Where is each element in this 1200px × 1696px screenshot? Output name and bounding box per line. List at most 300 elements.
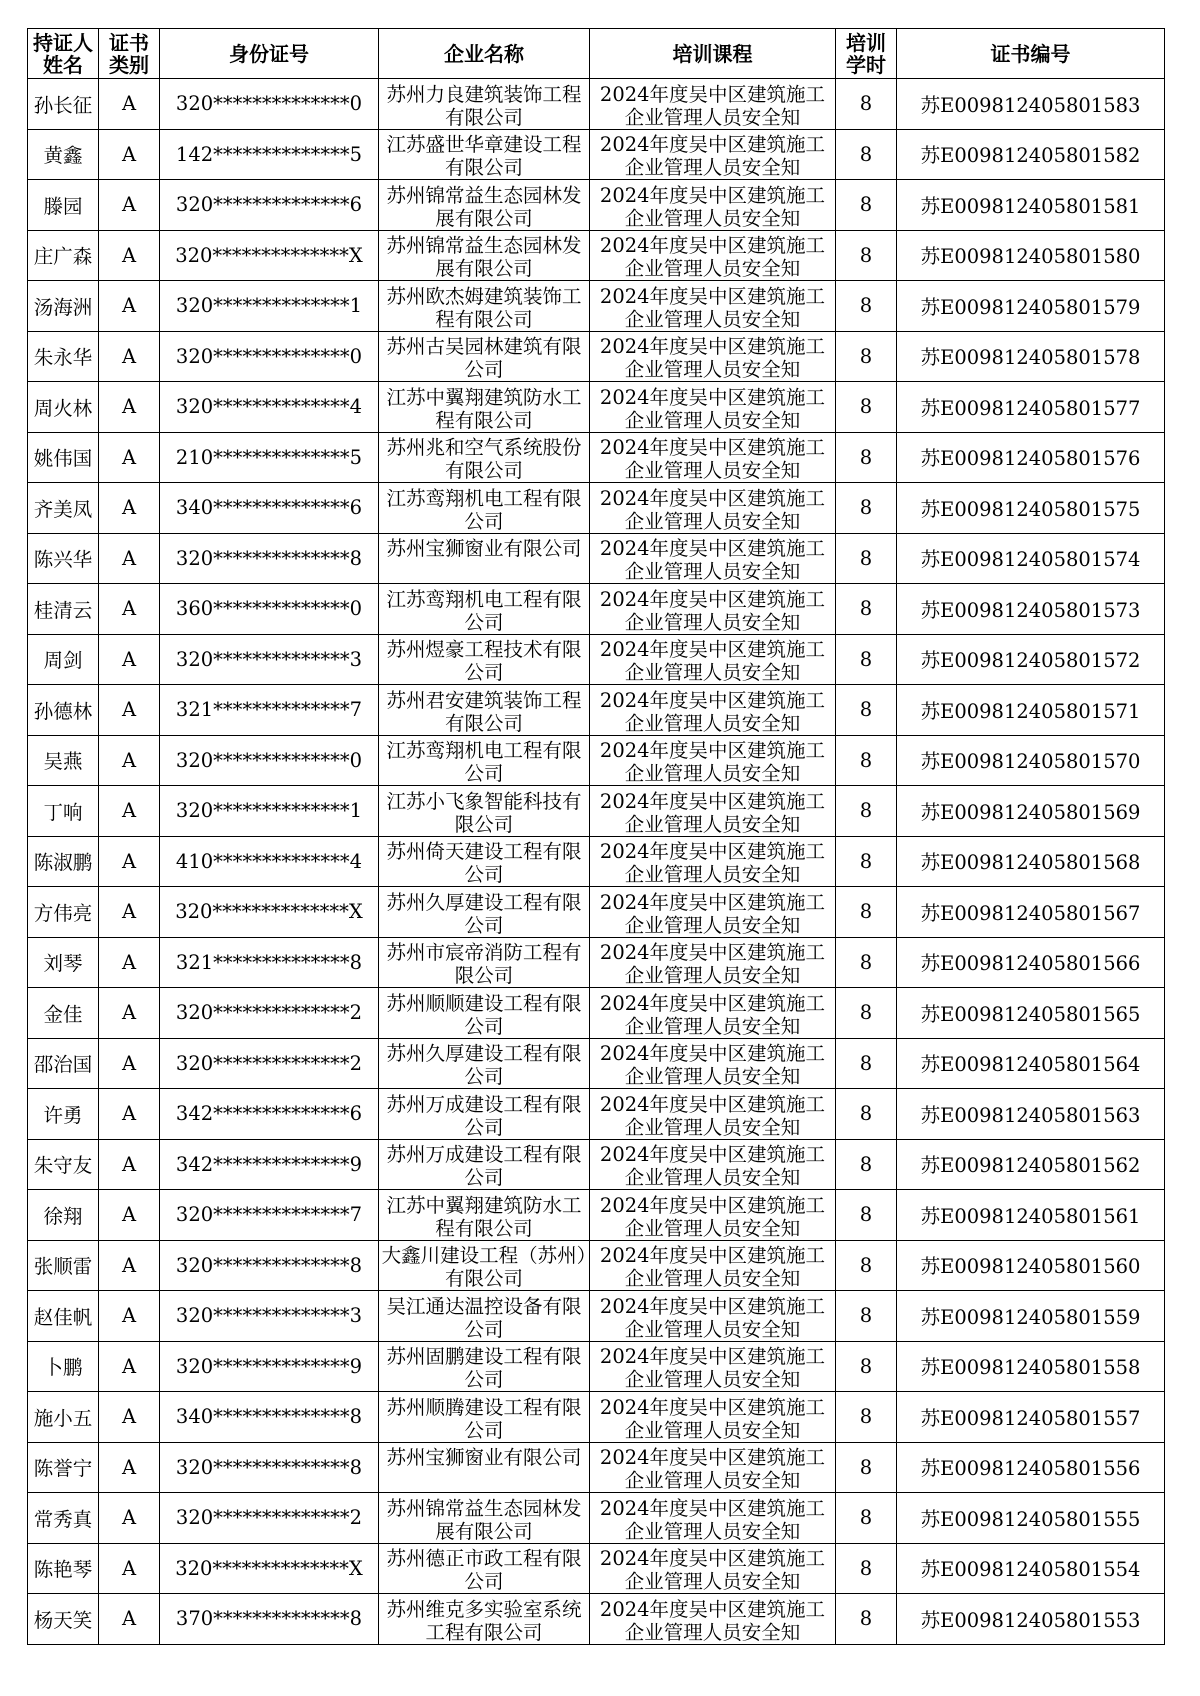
header-id: 身份证号 <box>160 29 379 79</box>
table-row <box>28 1038 1165 1089</box>
certificate-number: 苏E009812405801583 <box>897 79 1165 130</box>
training-course: 2024年度吴中区建筑施工企业管理人员安全知 <box>599 739 826 784</box>
training-course-cell <box>590 786 836 837</box>
training-course: 2024年度吴中区建筑施工企业管理人员安全知 <box>599 789 826 834</box>
holder-name: 黄鑫 <box>28 129 99 180</box>
company-name: 苏州欧杰姆建筑装饰工程有限公司 <box>386 284 582 329</box>
id-number: 320**************3 <box>160 634 379 685</box>
table-row <box>28 281 1165 332</box>
holder-name: 陈兴华 <box>28 533 99 584</box>
training-course-cell <box>590 988 836 1039</box>
certificate-number: 苏E009812405801574 <box>897 533 1165 584</box>
training-course-cell <box>590 281 836 332</box>
training-course: 2024年度吴中区建筑施工企业管理人员安全知 <box>599 587 826 632</box>
certificate-number: 苏E009812405801570 <box>897 735 1165 786</box>
company-name-cell <box>379 937 590 988</box>
company-name-cell <box>379 432 590 483</box>
training-course: 2024年度吴中区建筑施工企业管理人员安全知 <box>599 1547 826 1592</box>
training-course: 2024年度吴中区建筑施工企业管理人员安全知 <box>599 941 826 986</box>
cert-type: A <box>99 836 160 887</box>
certificate-number: 苏E009812405801554 <box>897 1543 1165 1594</box>
company-name-cell <box>379 988 590 1039</box>
company-name-cell <box>379 230 590 281</box>
training-course: 2024年度吴中区建筑施工企业管理人员安全知 <box>599 234 826 279</box>
id-number: 342**************6 <box>160 1089 379 1140</box>
company-name-cell <box>379 634 590 685</box>
company-name: 江苏鸾翔机电工程有限公司 <box>386 486 582 531</box>
cert-type: A <box>99 483 160 534</box>
table-row <box>28 1089 1165 1140</box>
training-hours: 8 <box>836 887 897 938</box>
company-name-cell <box>379 836 590 887</box>
company-name: 江苏中翼翔建筑防水工程有限公司 <box>386 1193 582 1238</box>
id-number: 320**************2 <box>160 1038 379 1089</box>
training-course-cell <box>590 1291 836 1342</box>
cert-type: A <box>99 1139 160 1190</box>
certificate-number: 苏E009812405801578 <box>897 331 1165 382</box>
id-number: 320**************2 <box>160 1493 379 1544</box>
training-course-cell <box>590 533 836 584</box>
holder-name: 杨天笑 <box>28 1594 99 1645</box>
table-row <box>28 79 1165 130</box>
company-name-cell <box>379 1442 590 1493</box>
cert-type: A <box>99 584 160 635</box>
company-name: 苏州万成建设工程有限公司 <box>386 1092 582 1137</box>
id-number: 320**************1 <box>160 281 379 332</box>
header-company: 企业名称 <box>379 29 590 79</box>
company-name: 苏州固鹏建设工程有限公司 <box>386 1345 582 1390</box>
training-hours: 8 <box>836 483 897 534</box>
id-number: 320**************9 <box>160 1341 379 1392</box>
holder-name: 朱永华 <box>28 331 99 382</box>
certificate-number: 苏E009812405801565 <box>897 988 1165 1039</box>
cert-type: A <box>99 735 160 786</box>
company-name: 江苏中翼翔建筑防水工程有限公司 <box>386 385 582 430</box>
training-hours: 8 <box>836 1038 897 1089</box>
holder-name: 周火林 <box>28 382 99 433</box>
training-hours: 8 <box>836 786 897 837</box>
company-name-cell <box>379 584 590 635</box>
company-name: 苏州久厚建设工程有限公司 <box>386 890 582 935</box>
certificate-number: 苏E009812405801580 <box>897 230 1165 281</box>
cert-type: A <box>99 1089 160 1140</box>
certificate-number: 苏E009812405801559 <box>897 1291 1165 1342</box>
training-hours: 8 <box>836 1291 897 1342</box>
holder-name: 庄广森 <box>28 230 99 281</box>
table-row <box>28 584 1165 635</box>
training-course-cell <box>590 1341 836 1392</box>
company-name: 苏州顺腾建设工程有限公司 <box>386 1395 582 1440</box>
company-name-cell <box>379 1543 590 1594</box>
company-name-cell <box>379 735 590 786</box>
training-hours: 8 <box>836 281 897 332</box>
certificate-number: 苏E009812405801579 <box>897 281 1165 332</box>
certificate-table <box>27 28 1165 1645</box>
company-name: 苏州力良建筑装饰工程有限公司 <box>386 82 582 127</box>
cert-type: A <box>99 180 160 231</box>
company-name-cell <box>379 685 590 736</box>
training-course-cell <box>590 1240 836 1291</box>
training-hours: 8 <box>836 382 897 433</box>
training-course-cell <box>590 1038 836 1089</box>
certificate-number: 苏E009812405801553 <box>897 1594 1165 1645</box>
company-name-cell <box>379 382 590 433</box>
table-row <box>28 937 1165 988</box>
cert-type: A <box>99 1341 160 1392</box>
header-type: 证书 类别 <box>99 29 160 79</box>
cert-type: A <box>99 1038 160 1089</box>
training-course-cell <box>590 79 836 130</box>
cert-type: A <box>99 786 160 837</box>
cert-type: A <box>99 1493 160 1544</box>
certificate-number: 苏E009812405801562 <box>897 1139 1165 1190</box>
table-row <box>28 230 1165 281</box>
company-name-cell <box>379 79 590 130</box>
holder-name: 赵佳帆 <box>28 1291 99 1342</box>
training-hours: 8 <box>836 1392 897 1443</box>
training-hours: 8 <box>836 331 897 382</box>
table-row <box>28 1594 1165 1645</box>
training-course-cell <box>590 382 836 433</box>
certificate-number: 苏E009812405801555 <box>897 1493 1165 1544</box>
holder-name: 周剑 <box>28 634 99 685</box>
training-hours: 8 <box>836 685 897 736</box>
company-name-cell <box>379 1291 590 1342</box>
training-course: 2024年度吴中区建筑施工企业管理人员安全知 <box>599 1193 826 1238</box>
training-hours: 8 <box>836 230 897 281</box>
training-hours: 8 <box>836 634 897 685</box>
id-number: 320**************8 <box>160 1240 379 1291</box>
training-course: 2024年度吴中区建筑施工企业管理人员安全知 <box>599 688 826 733</box>
table-row <box>28 1392 1165 1443</box>
certificate-number: 苏E009812405801558 <box>897 1341 1165 1392</box>
training-hours: 8 <box>836 79 897 130</box>
training-course: 2024年度吴中区建筑施工企业管理人员安全知 <box>599 991 826 1036</box>
table-row <box>28 432 1165 483</box>
training-hours: 8 <box>836 1543 897 1594</box>
company-name-cell <box>379 1038 590 1089</box>
certificate-number: 苏E009812405801561 <box>897 1190 1165 1241</box>
holder-name: 施小五 <box>28 1392 99 1443</box>
cert-type: A <box>99 1190 160 1241</box>
training-course-cell <box>590 1442 836 1493</box>
holder-name: 许勇 <box>28 1089 99 1140</box>
training-course-cell <box>590 1594 836 1645</box>
company-name-cell <box>379 533 590 584</box>
cert-type: A <box>99 887 160 938</box>
certificate-number: 苏E009812405801581 <box>897 180 1165 231</box>
holder-name: 吴燕 <box>28 735 99 786</box>
company-name: 苏州倚天建设工程有限公司 <box>386 840 582 885</box>
id-number: 320**************7 <box>160 1190 379 1241</box>
company-name-cell <box>379 1240 590 1291</box>
company-name-cell <box>379 180 590 231</box>
holder-name: 齐美凤 <box>28 483 99 534</box>
certificate-number: 苏E009812405801576 <box>897 432 1165 483</box>
training-course-cell <box>590 836 836 887</box>
table-row <box>28 331 1165 382</box>
training-course-cell <box>590 1139 836 1190</box>
id-number: 320**************0 <box>160 79 379 130</box>
table-row <box>28 836 1165 887</box>
company-name: 苏州古吴园林建筑有限公司 <box>386 335 582 380</box>
certificate-number: 苏E009812405801563 <box>897 1089 1165 1140</box>
cert-type: A <box>99 1291 160 1342</box>
training-course: 2024年度吴中区建筑施工企业管理人员安全知 <box>599 284 826 329</box>
cert-type: A <box>99 79 160 130</box>
training-hours: 8 <box>836 1089 897 1140</box>
company-name-cell <box>379 483 590 534</box>
company-name: 苏州顺顺建设工程有限公司 <box>386 991 582 1036</box>
company-name-cell <box>379 1341 590 1392</box>
table-row <box>28 129 1165 180</box>
certificate-number: 苏E009812405801572 <box>897 634 1165 685</box>
cert-type: A <box>99 1543 160 1594</box>
holder-name: 常秀真 <box>28 1493 99 1544</box>
training-course: 2024年度吴中区建筑施工企业管理人员安全知 <box>599 1345 826 1390</box>
training-hours: 8 <box>836 533 897 584</box>
holder-name: 金佳 <box>28 988 99 1039</box>
training-course: 2024年度吴中区建筑施工企业管理人员安全知 <box>599 335 826 380</box>
training-hours: 8 <box>836 180 897 231</box>
company-name: 苏州德正市政工程有限公司 <box>386 1547 582 1592</box>
holder-name: 桂清云 <box>28 584 99 635</box>
company-name: 大鑫川建设工程（苏州）有限公司 <box>381 1244 587 1289</box>
company-name-cell <box>379 129 590 180</box>
company-name: 苏州君安建筑装饰工程有限公司 <box>386 688 582 733</box>
training-course-cell <box>590 1543 836 1594</box>
certificate-number: 苏E009812405801573 <box>897 584 1165 635</box>
company-name: 苏州久厚建设工程有限公司 <box>386 1042 582 1087</box>
training-course-cell <box>590 1493 836 1544</box>
training-course: 2024年度吴中区建筑施工企业管理人员安全知 <box>599 890 826 935</box>
header-row <box>28 29 1165 79</box>
id-number: 340**************8 <box>160 1392 379 1443</box>
training-course: 2024年度吴中区建筑施工企业管理人员安全知 <box>599 1143 826 1188</box>
cert-type: A <box>99 281 160 332</box>
training-course: 2024年度吴中区建筑施工企业管理人员安全知 <box>599 537 826 582</box>
table-row <box>28 180 1165 231</box>
table-row <box>28 1190 1165 1241</box>
certificate-number: 苏E009812405801568 <box>897 836 1165 887</box>
header-hours: 培训 学时 <box>836 29 897 79</box>
id-number: 321**************7 <box>160 685 379 736</box>
certificate-number: 苏E009812405801567 <box>897 887 1165 938</box>
cert-type: A <box>99 1392 160 1443</box>
id-number: 320**************X <box>160 887 379 938</box>
certificate-number: 苏E009812405801577 <box>897 382 1165 433</box>
company-name: 苏州万成建设工程有限公司 <box>386 1143 582 1188</box>
training-course: 2024年度吴中区建筑施工企业管理人员安全知 <box>599 133 826 178</box>
company-name-cell <box>379 1089 590 1140</box>
training-course: 2024年度吴中区建筑施工企业管理人员安全知 <box>599 1244 826 1289</box>
cert-type: A <box>99 331 160 382</box>
training-course-cell <box>590 584 836 635</box>
company-name-cell <box>379 1392 590 1443</box>
certificate-number: 苏E009812405801582 <box>897 129 1165 180</box>
table-row <box>28 1291 1165 1342</box>
table-row <box>28 1341 1165 1392</box>
cert-type: A <box>99 937 160 988</box>
table-row <box>28 533 1165 584</box>
id-number: 320**************1 <box>160 786 379 837</box>
cert-type: A <box>99 634 160 685</box>
id-number: 320**************0 <box>160 735 379 786</box>
training-course: 2024年度吴中区建筑施工企业管理人员安全知 <box>599 1496 826 1541</box>
company-name-cell <box>379 281 590 332</box>
id-number: 360**************0 <box>160 584 379 635</box>
table-row <box>28 1543 1165 1594</box>
training-course: 2024年度吴中区建筑施工企业管理人员安全知 <box>599 1597 826 1642</box>
training-hours: 8 <box>836 1240 897 1291</box>
holder-name: 陈誉宁 <box>28 1442 99 1493</box>
training-course: 2024年度吴中区建筑施工企业管理人员安全知 <box>599 183 826 228</box>
table-row <box>28 1139 1165 1190</box>
company-name: 江苏小飞象智能科技有限公司 <box>386 789 582 834</box>
training-course-cell <box>590 634 836 685</box>
training-course: 2024年度吴中区建筑施工企业管理人员安全知 <box>599 436 826 481</box>
company-name: 江苏鸾翔机电工程有限公司 <box>386 587 582 632</box>
training-course-cell <box>590 331 836 382</box>
table-row <box>28 1240 1165 1291</box>
training-course: 2024年度吴中区建筑施工企业管理人员安全知 <box>599 385 826 430</box>
training-hours: 8 <box>836 988 897 1039</box>
cert-type: A <box>99 432 160 483</box>
header-name: 持证人 姓名 <box>28 29 99 79</box>
cert-type: A <box>99 1594 160 1645</box>
cert-type: A <box>99 129 160 180</box>
training-hours: 8 <box>836 1442 897 1493</box>
training-hours: 8 <box>836 1493 897 1544</box>
table-row <box>28 1493 1165 1544</box>
holder-name: 陈艳琴 <box>28 1543 99 1594</box>
training-hours: 8 <box>836 1190 897 1241</box>
training-hours: 8 <box>836 1341 897 1392</box>
training-course: 2024年度吴中区建筑施工企业管理人员安全知 <box>599 1395 826 1440</box>
training-hours: 8 <box>836 937 897 988</box>
certificate-number: 苏E009812405801557 <box>897 1392 1165 1443</box>
training-course: 2024年度吴中区建筑施工企业管理人员安全知 <box>599 638 826 683</box>
cert-type: A <box>99 1442 160 1493</box>
holder-name: 丁响 <box>28 786 99 837</box>
table-row <box>28 735 1165 786</box>
training-course: 2024年度吴中区建筑施工企业管理人员安全知 <box>599 1294 826 1339</box>
id-number: 142**************5 <box>160 129 379 180</box>
training-course: 2024年度吴中区建筑施工企业管理人员安全知 <box>599 1092 826 1137</box>
holder-name: 朱守友 <box>28 1139 99 1190</box>
training-course-cell <box>590 887 836 938</box>
company-name: 苏州锦常益生态园林发展有限公司 <box>386 1496 582 1541</box>
training-course-cell <box>590 483 836 534</box>
table-row <box>28 786 1165 837</box>
company-name-cell <box>379 887 590 938</box>
table-row <box>28 1442 1165 1493</box>
cert-type: A <box>99 533 160 584</box>
training-hours: 8 <box>836 735 897 786</box>
id-number: 320**************6 <box>160 180 379 231</box>
holder-name: 刘琴 <box>28 937 99 988</box>
certificate-number: 苏E009812405801566 <box>897 937 1165 988</box>
id-number: 321**************8 <box>160 937 379 988</box>
certificate-number: 苏E009812405801575 <box>897 483 1165 534</box>
id-number: 320**************3 <box>160 1291 379 1342</box>
training-course-cell <box>590 735 836 786</box>
table-row <box>28 988 1165 1039</box>
company-name: 苏州锦常益生态园林发展有限公司 <box>386 234 582 279</box>
header-certno: 证书编号 <box>897 29 1165 79</box>
holder-name: 邵治国 <box>28 1038 99 1089</box>
training-course-cell <box>590 1392 836 1443</box>
table-row <box>28 634 1165 685</box>
id-number: 320**************8 <box>160 533 379 584</box>
certificate-number: 苏E009812405801560 <box>897 1240 1165 1291</box>
company-name: 江苏鸾翔机电工程有限公司 <box>386 739 582 784</box>
company-name: 苏州市宸帝消防工程有限公司 <box>386 941 582 986</box>
id-number: 370**************8 <box>160 1594 379 1645</box>
company-name: 苏州维克多实验室系统工程有限公司 <box>386 1597 582 1642</box>
training-course: 2024年度吴中区建筑施工企业管理人员安全知 <box>599 1042 826 1087</box>
certificate-number: 苏E009812405801571 <box>897 685 1165 736</box>
training-course-cell <box>590 937 836 988</box>
training-course: 2024年度吴中区建筑施工企业管理人员安全知 <box>599 840 826 885</box>
certificate-number: 苏E009812405801564 <box>897 1038 1165 1089</box>
company-name: 苏州兆和空气系统股份有限公司 <box>386 436 582 481</box>
cert-type: A <box>99 382 160 433</box>
id-number: 210**************5 <box>160 432 379 483</box>
holder-name: 方伟亮 <box>28 887 99 938</box>
training-course-cell <box>590 1089 836 1140</box>
id-number: 320**************8 <box>160 1442 379 1493</box>
training-course-cell <box>590 129 836 180</box>
holder-name: 汤海洲 <box>28 281 99 332</box>
cert-type: A <box>99 685 160 736</box>
holder-name: 张顺雷 <box>28 1240 99 1291</box>
training-course: 2024年度吴中区建筑施工企业管理人员安全知 <box>599 82 826 127</box>
holder-name: 滕园 <box>28 180 99 231</box>
company-name: 苏州煜豪工程技术有限公司 <box>386 638 582 683</box>
company-name-cell <box>379 331 590 382</box>
id-number: 410**************4 <box>160 836 379 887</box>
holder-name: 姚伟国 <box>28 432 99 483</box>
company-name: 苏州宝狮窗业有限公司 <box>386 537 582 561</box>
id-number: 342**************9 <box>160 1139 379 1190</box>
id-number: 320**************0 <box>160 331 379 382</box>
cert-type: A <box>99 988 160 1039</box>
training-hours: 8 <box>836 584 897 635</box>
company-name-cell <box>379 786 590 837</box>
company-name-cell <box>379 1139 590 1190</box>
id-number: 320**************X <box>160 230 379 281</box>
holder-name: 陈淑鹏 <box>28 836 99 887</box>
id-number: 320**************4 <box>160 382 379 433</box>
training-hours: 8 <box>836 129 897 180</box>
holder-name: 孙长征 <box>28 79 99 130</box>
company-name-cell <box>379 1493 590 1544</box>
company-name-cell <box>379 1190 590 1241</box>
training-course: 2024年度吴中区建筑施工企业管理人员安全知 <box>599 486 826 531</box>
company-name: 苏州宝狮窗业有限公司 <box>386 1446 582 1470</box>
holder-name: 徐翔 <box>28 1190 99 1241</box>
training-course: 2024年度吴中区建筑施工企业管理人员安全知 <box>599 1446 826 1491</box>
training-course-cell <box>590 685 836 736</box>
company-name: 吴江通达温控设备有限公司 <box>386 1294 582 1339</box>
cert-type: A <box>99 230 160 281</box>
id-number: 320**************2 <box>160 988 379 1039</box>
cert-type: A <box>99 1240 160 1291</box>
table-row <box>28 887 1165 938</box>
holder-name: 孙德林 <box>28 685 99 736</box>
training-course-cell <box>590 1190 836 1241</box>
